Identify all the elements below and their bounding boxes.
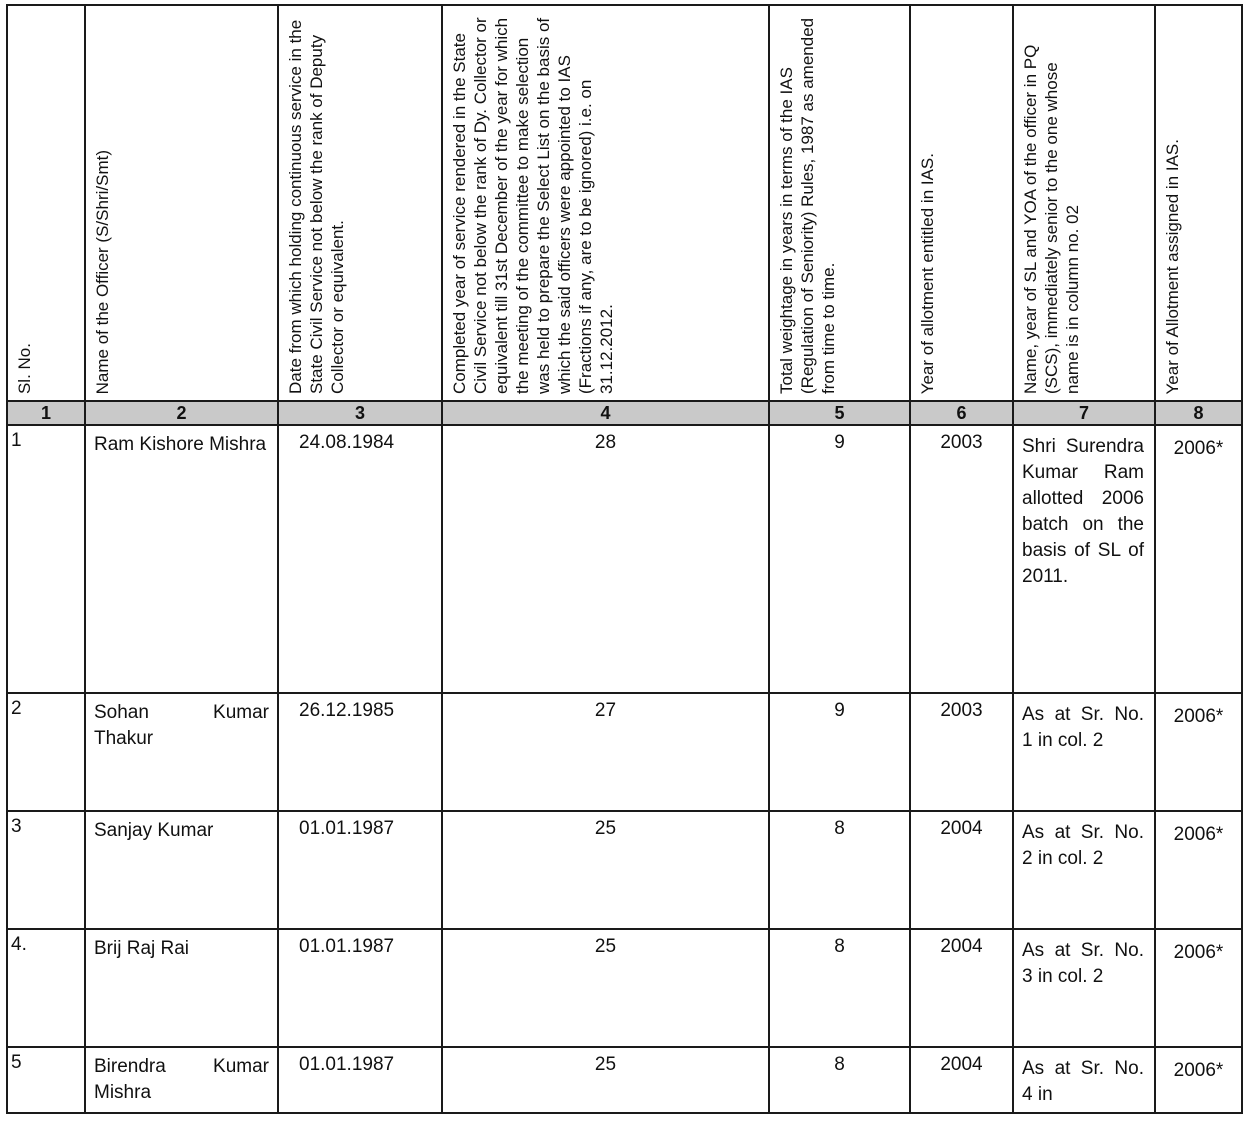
cell-service-date: 26.12.1985 bbox=[278, 693, 442, 811]
column-number: 1 bbox=[7, 401, 85, 425]
column-number: 8 bbox=[1155, 401, 1242, 425]
column-number: 5 bbox=[769, 401, 910, 425]
cell-sl-no: 5 bbox=[7, 1047, 85, 1113]
cell-completed-years: 27 bbox=[442, 693, 769, 811]
cell-sl-no: 4. bbox=[7, 929, 85, 1047]
cell-senior-officer: Shri Surendra Kumar Ram allotted 2006 batch on the basis of SL of 2011. bbox=[1013, 425, 1155, 693]
column-number: 6 bbox=[910, 401, 1013, 425]
column-number: 3 bbox=[278, 401, 442, 425]
cell-completed-years: 25 bbox=[442, 1047, 769, 1113]
cell-senior-officer: As at Sr. No. 1 in col. 2 bbox=[1013, 693, 1155, 811]
table-row bbox=[7, 425, 1242, 693]
cell-year-assigned: 2006* bbox=[1155, 425, 1242, 693]
cell-senior-officer: As at Sr. No. 2 in col. 2 bbox=[1013, 811, 1155, 929]
header-officer-name: Name of the Officer (S/Shri/Smt) bbox=[85, 5, 278, 401]
cell-year-assigned: 2006* bbox=[1155, 1047, 1242, 1113]
cell-total-weightage: 8 bbox=[769, 811, 910, 929]
cell-service-date: 01.01.1987 bbox=[278, 1047, 442, 1113]
cell-completed-years: 25 bbox=[442, 929, 769, 1047]
cell-completed-years: 28 bbox=[442, 425, 769, 693]
header-completed-years: Completed year of service rendered in the State Civil Service not below the rank of Dy. Collector or equivalent till 31st December of the year for which the meeting of the committee to make selection was held to prepare the Select List on the basis of which the said officers were appointed to IAS (Fractions if any, are to be ignored) i.e. on 31.12.2012. bbox=[442, 5, 769, 401]
cell-total-weightage: 8 bbox=[769, 929, 910, 1047]
column-number: 4 bbox=[442, 401, 769, 425]
cell-year-assigned: 2006* bbox=[1155, 929, 1242, 1047]
cell-officer-name: Sanjay Kumar bbox=[85, 811, 278, 929]
cell-year-entitled: 2003 bbox=[910, 425, 1013, 693]
header-senior-officer: Name, year of SL and YOA of the officer in PQ (SCS), immediately senior to the one whose name is in column no. 02 bbox=[1013, 5, 1155, 401]
cell-completed-years: 25 bbox=[442, 811, 769, 929]
column-number-row bbox=[7, 401, 1242, 425]
column-number: 7 bbox=[1013, 401, 1155, 425]
cell-total-weightage: 9 bbox=[769, 693, 910, 811]
cell-year-entitled: 2003 bbox=[910, 693, 1013, 811]
header-service-date: Date from which holding continuous service in the State Civil Service not below the rank of Deputy Collector or equivalent. bbox=[278, 5, 442, 401]
header-sl-no: Sl. No. bbox=[7, 5, 85, 401]
header-total-weightage: Total weightage in years in terms of the IAS (Regulation of Seniority) Rules, 1987 as amended from time to time. bbox=[769, 5, 910, 401]
cell-officer-name: Ram Kishore Mishra bbox=[85, 425, 278, 693]
cell-year-entitled: 2004 bbox=[910, 811, 1013, 929]
cell-year-entitled: 2004 bbox=[910, 929, 1013, 1047]
header-year-entitled: Year of allotment entitled in IAS. bbox=[910, 5, 1013, 401]
cell-sl-no: 2 bbox=[7, 693, 85, 811]
cell-officer-name: Birendra Kumar Mishra bbox=[85, 1047, 278, 1113]
cell-year-assigned: 2006* bbox=[1155, 693, 1242, 811]
cell-service-date: 01.01.1987 bbox=[278, 811, 442, 929]
table-row bbox=[7, 811, 1242, 929]
cell-service-date: 24.08.1984 bbox=[278, 425, 442, 693]
cell-year-entitled: 2004 bbox=[910, 1047, 1013, 1113]
cell-year-assigned: 2006* bbox=[1155, 811, 1242, 929]
column-number: 2 bbox=[85, 401, 278, 425]
table-row bbox=[7, 1047, 1242, 1113]
cell-officer-name: Brij Raj Rai bbox=[85, 929, 278, 1047]
cell-total-weightage: 8 bbox=[769, 1047, 910, 1113]
cell-officer-name: Sohan Kumar Thakur bbox=[85, 693, 278, 811]
header-year-assigned: Year of Allotment assigned in IAS. bbox=[1155, 5, 1242, 401]
cell-senior-officer: As at Sr. No. 4 in bbox=[1013, 1047, 1155, 1113]
cell-sl-no: 1 bbox=[7, 425, 85, 693]
table-row bbox=[7, 929, 1242, 1047]
allotment-table bbox=[6, 4, 1243, 1114]
cell-service-date: 01.01.1987 bbox=[278, 929, 442, 1047]
cell-total-weightage: 9 bbox=[769, 425, 910, 693]
table-row bbox=[7, 693, 1242, 811]
header-row bbox=[7, 5, 1242, 401]
cell-sl-no: 3 bbox=[7, 811, 85, 929]
cell-senior-officer: As at Sr. No. 3 in col. 2 bbox=[1013, 929, 1155, 1047]
